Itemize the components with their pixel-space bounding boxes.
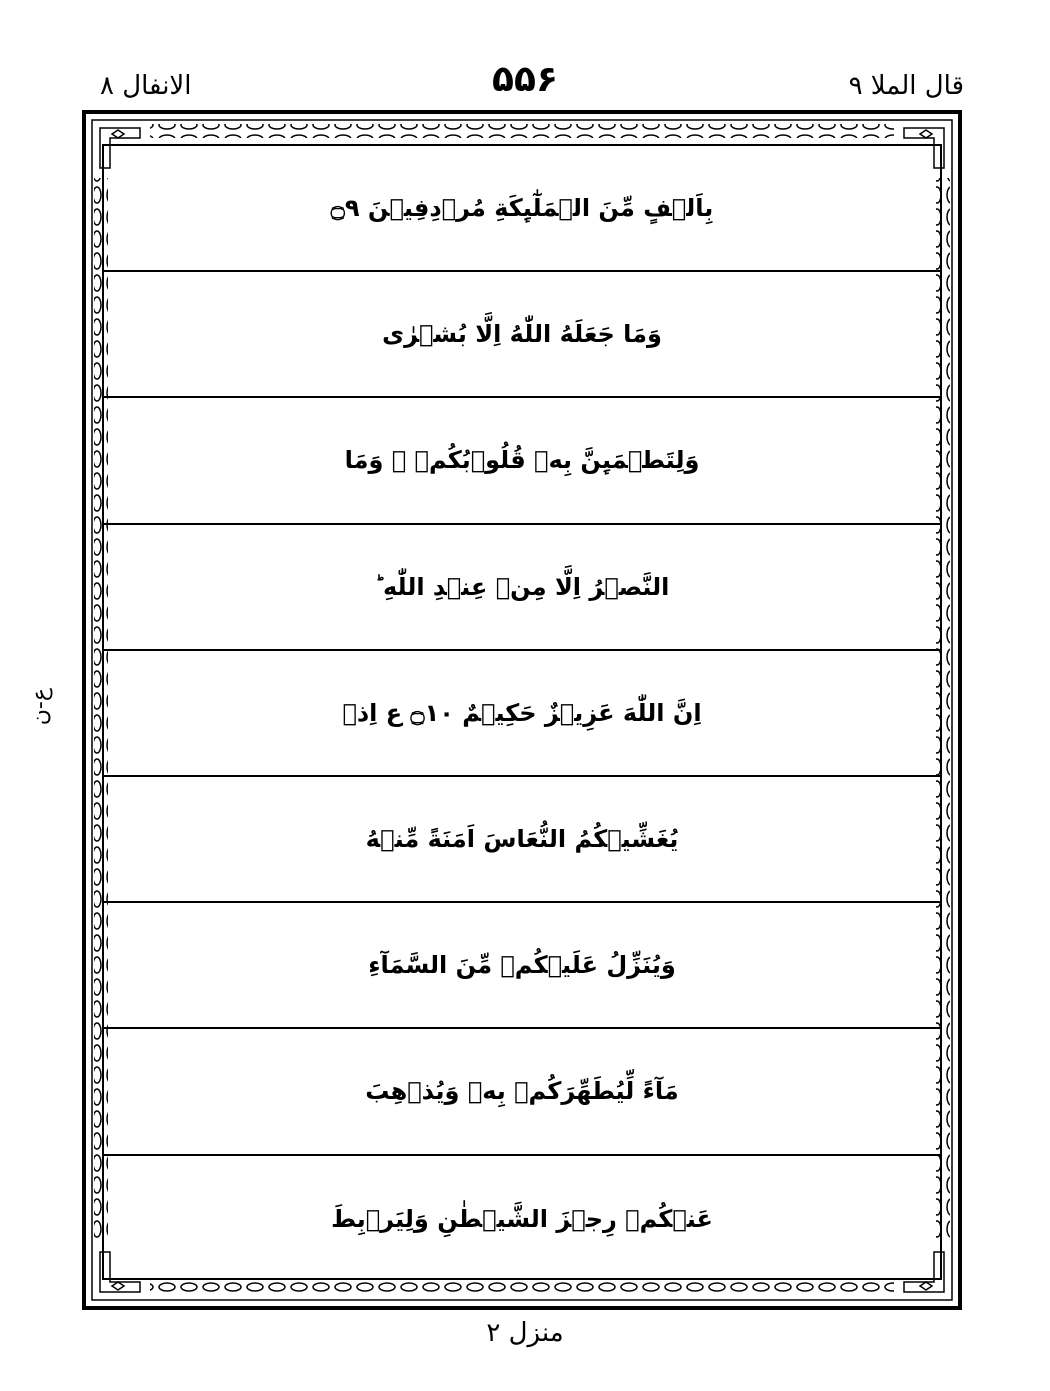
verse-line-2: وَمَا جَعَلَهُ اللّٰهُ اِلَّا بُشۡرٰى bbox=[104, 272, 940, 398]
page-frame bbox=[82, 110, 962, 1310]
verse-line-8: مَآءً لِّيُطَهِّرَكُمۡ بِهٖ وَيُذۡهِبَ bbox=[104, 1029, 940, 1155]
ruku-side-marker: ع-ن bbox=[28, 688, 53, 726]
quran-text-block bbox=[102, 144, 942, 1280]
manzil-label: منزل ۲ bbox=[486, 1318, 564, 1348]
verse-line-4: النَّصۡرُ اِلَّا مِنۡ عِنۡدِ اللّٰهِ ؕ bbox=[104, 525, 940, 651]
verse-line-9: عَنۡكُمۡ رِجۡزَ الشَّيۡطٰنِ وَلِيَرۡبِطَ bbox=[331, 1204, 713, 1233]
surah-label: الانفال ۸ bbox=[100, 71, 192, 101]
verse-line-3: وَلِتَطۡمَٮِٕنَّ بِهٖ قُلُوۡبُكُمۡ ۚ وَمَا bbox=[104, 398, 940, 524]
verse-line-1: بِاَلۡفٍ مِّنَ الۡمَلٰٓٮِٕكَةِ مُرۡدِفِيۡنَ ۝۹ bbox=[104, 146, 940, 272]
page-number: ۵۵۶ bbox=[492, 59, 558, 100]
juz-label: قال الملا ۹ bbox=[848, 71, 964, 101]
verse-line-7: وَيُنَزِّلُ عَلَيۡكُمۡ مِّنَ السَّمَآءِ bbox=[104, 903, 940, 1029]
verse-line-5: اِنَّ اللّٰهَ عَزِيۡزٌ حَكِيۡمٌ ۝۱۰ ع اِذۡ bbox=[104, 651, 940, 777]
verse-line-6: يُغَشِّيۡكُمُ النُّعَاسَ اَمَنَةً مِّنۡهُ bbox=[104, 777, 940, 903]
